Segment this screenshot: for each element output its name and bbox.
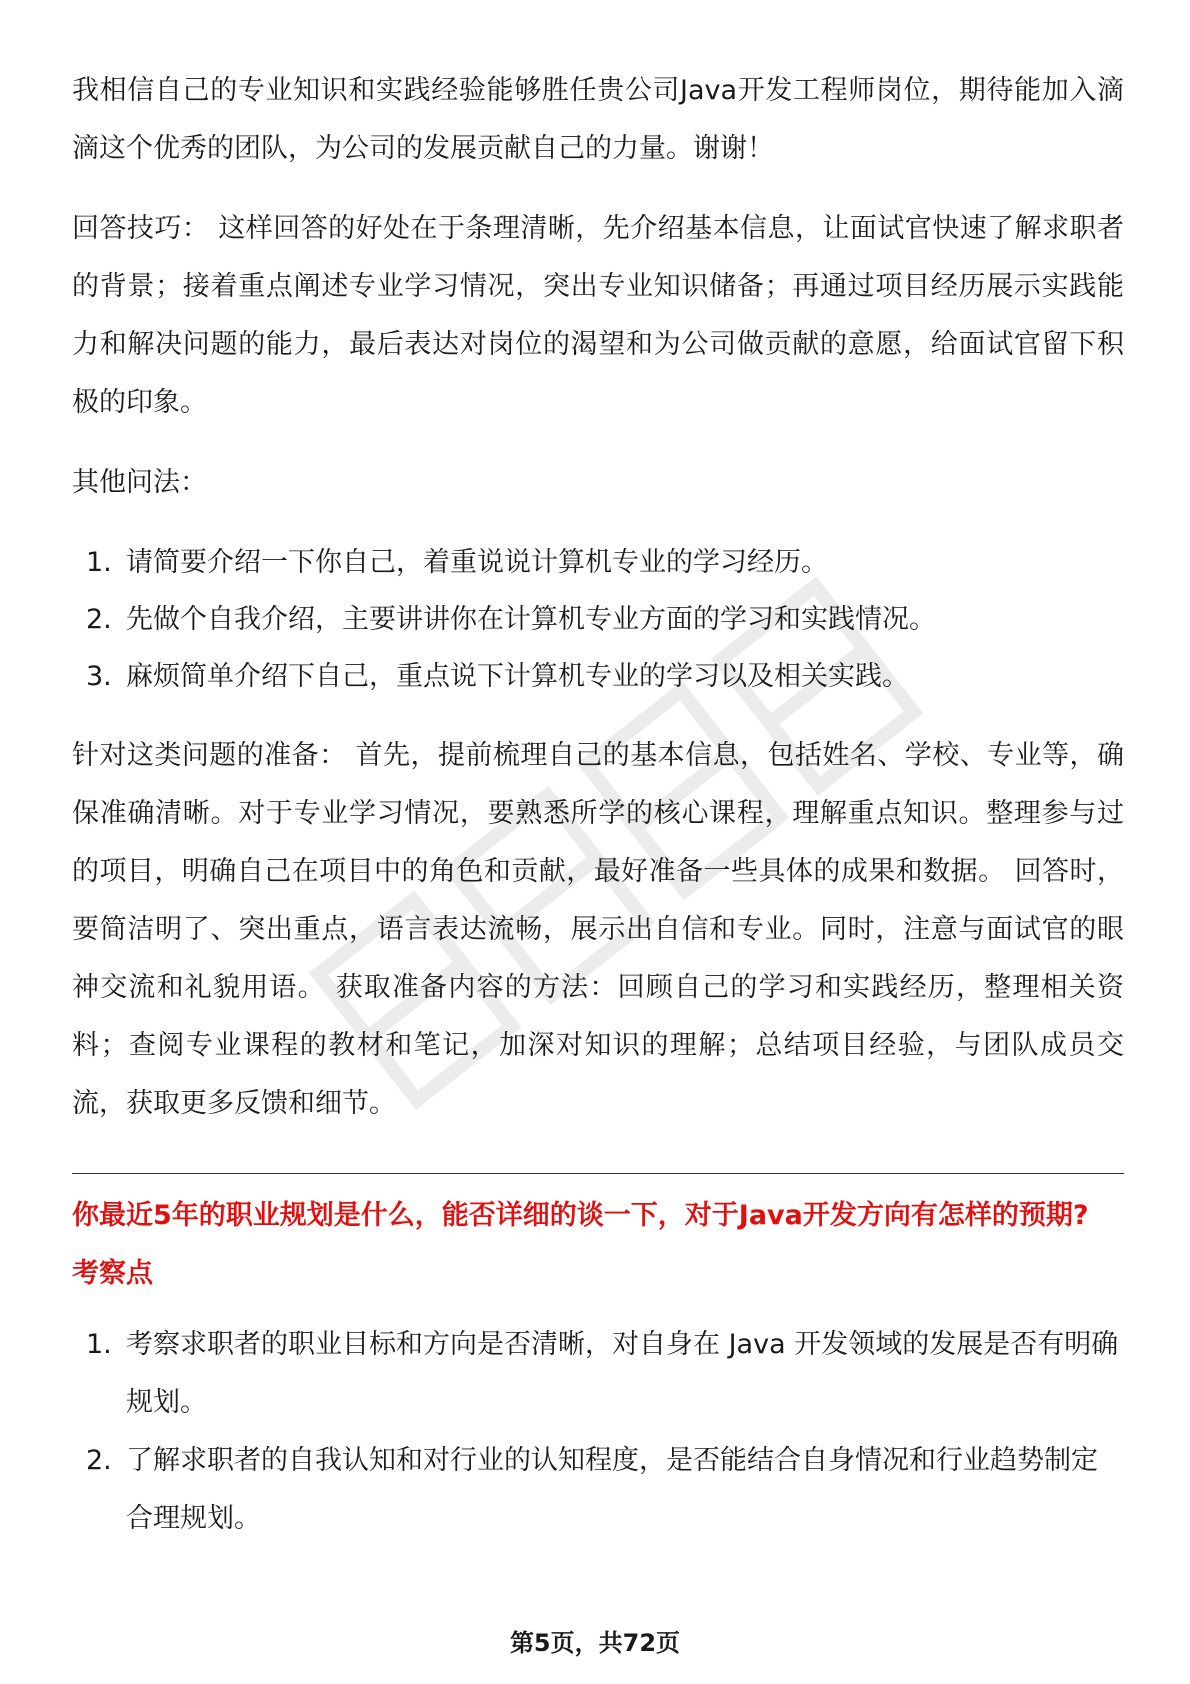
assessment-subhead: 考察点: [72, 1258, 153, 1289]
intro-paragraph: 我相信自己的专业知识和实践经验能够胜任贵公司Java开发工程师岗位，期待能加入滴滴这个优秀的团队，为公司的发展贡献自己的力量。谢谢！: [72, 75, 1124, 164]
list-item-text: 了解求职者的自我认知和对行业的认知程度，是否能结合自身情况和行业趋势制定合理规划。: [126, 1445, 1098, 1534]
list-item: [72, 534, 1124, 591]
list-item: [72, 648, 1124, 705]
tips-paragraph: 回答技巧： 这样回答的好处在于条理清晰，先介绍基本信息，让面试官快速了解求职者的背景；接着重点阐述专业学习情况，突出专业知识储备；再通过项目经历展示实践能力和解决问题的能力，最后表达对岗位的渴望和为公司做贡献的意愿，给面试官留下积极的印象。: [72, 213, 1124, 418]
list-item-number: 3.: [86, 661, 112, 692]
list-item-number: 1.: [86, 547, 112, 578]
list-item-text: 请简要介绍一下你自己，着重说说计算机专业的学习经历。: [126, 547, 828, 578]
list-item: [72, 1316, 1124, 1432]
list-item-text: 麻烦简单介绍下自己，重点说下计算机专业的学习以及相关实践。: [126, 661, 909, 692]
list-item: [72, 1432, 1124, 1548]
other-questions-list: [72, 534, 1124, 705]
assessment-points-list: [72, 1316, 1124, 1548]
list-item-text: 考察求职者的职业目标和方向是否清晰，对自身在 Java 开发领域的发展是否有明确规划。: [126, 1329, 1119, 1418]
page-footer: 第5页，共72页: [509, 1629, 681, 1657]
prep-paragraph: 针对这类问题的准备： 首先，提前梳理自己的基本信息，包括姓名、学校、专业等，确保准确清晰。对于专业学习情况，要熟悉所学的核心课程，理解重点知识。整理参与过的项目，明确自己在项目中的角色和贡献，最好准备一些具体的成果和数据。 回答时，要简洁明了、突出重点，语言表达流畅，展示出自信和专业。同时，注意与面试官的眼神交流和礼貌用语。 获取准备内容的方法：回顾自己的学习和实践经历，整理相关资料；查阅专业课程的教材和笔记，加深对知识的理解；总结项目经验，与团队成员交流，获取更多反馈和细节。: [72, 740, 1124, 1119]
list-item-number: 2.: [86, 604, 112, 635]
list-item-number: 1.: [86, 1329, 112, 1360]
section-divider: [72, 1173, 1124, 1174]
question-title: 你最近5年的职业规划是什么，能否详细的谈一下，对于Java开发方向有怎样的预期?: [72, 1200, 1089, 1231]
document-page: [72, 62, 1124, 1548]
list-item: [72, 591, 1124, 648]
list-item-text: 先做个自我介绍，主要讲讲你在计算机专业方面的学习和实践情况。: [126, 604, 936, 635]
other-questions-heading: 其他问法：: [72, 467, 207, 498]
list-item-number: 2.: [86, 1445, 112, 1476]
